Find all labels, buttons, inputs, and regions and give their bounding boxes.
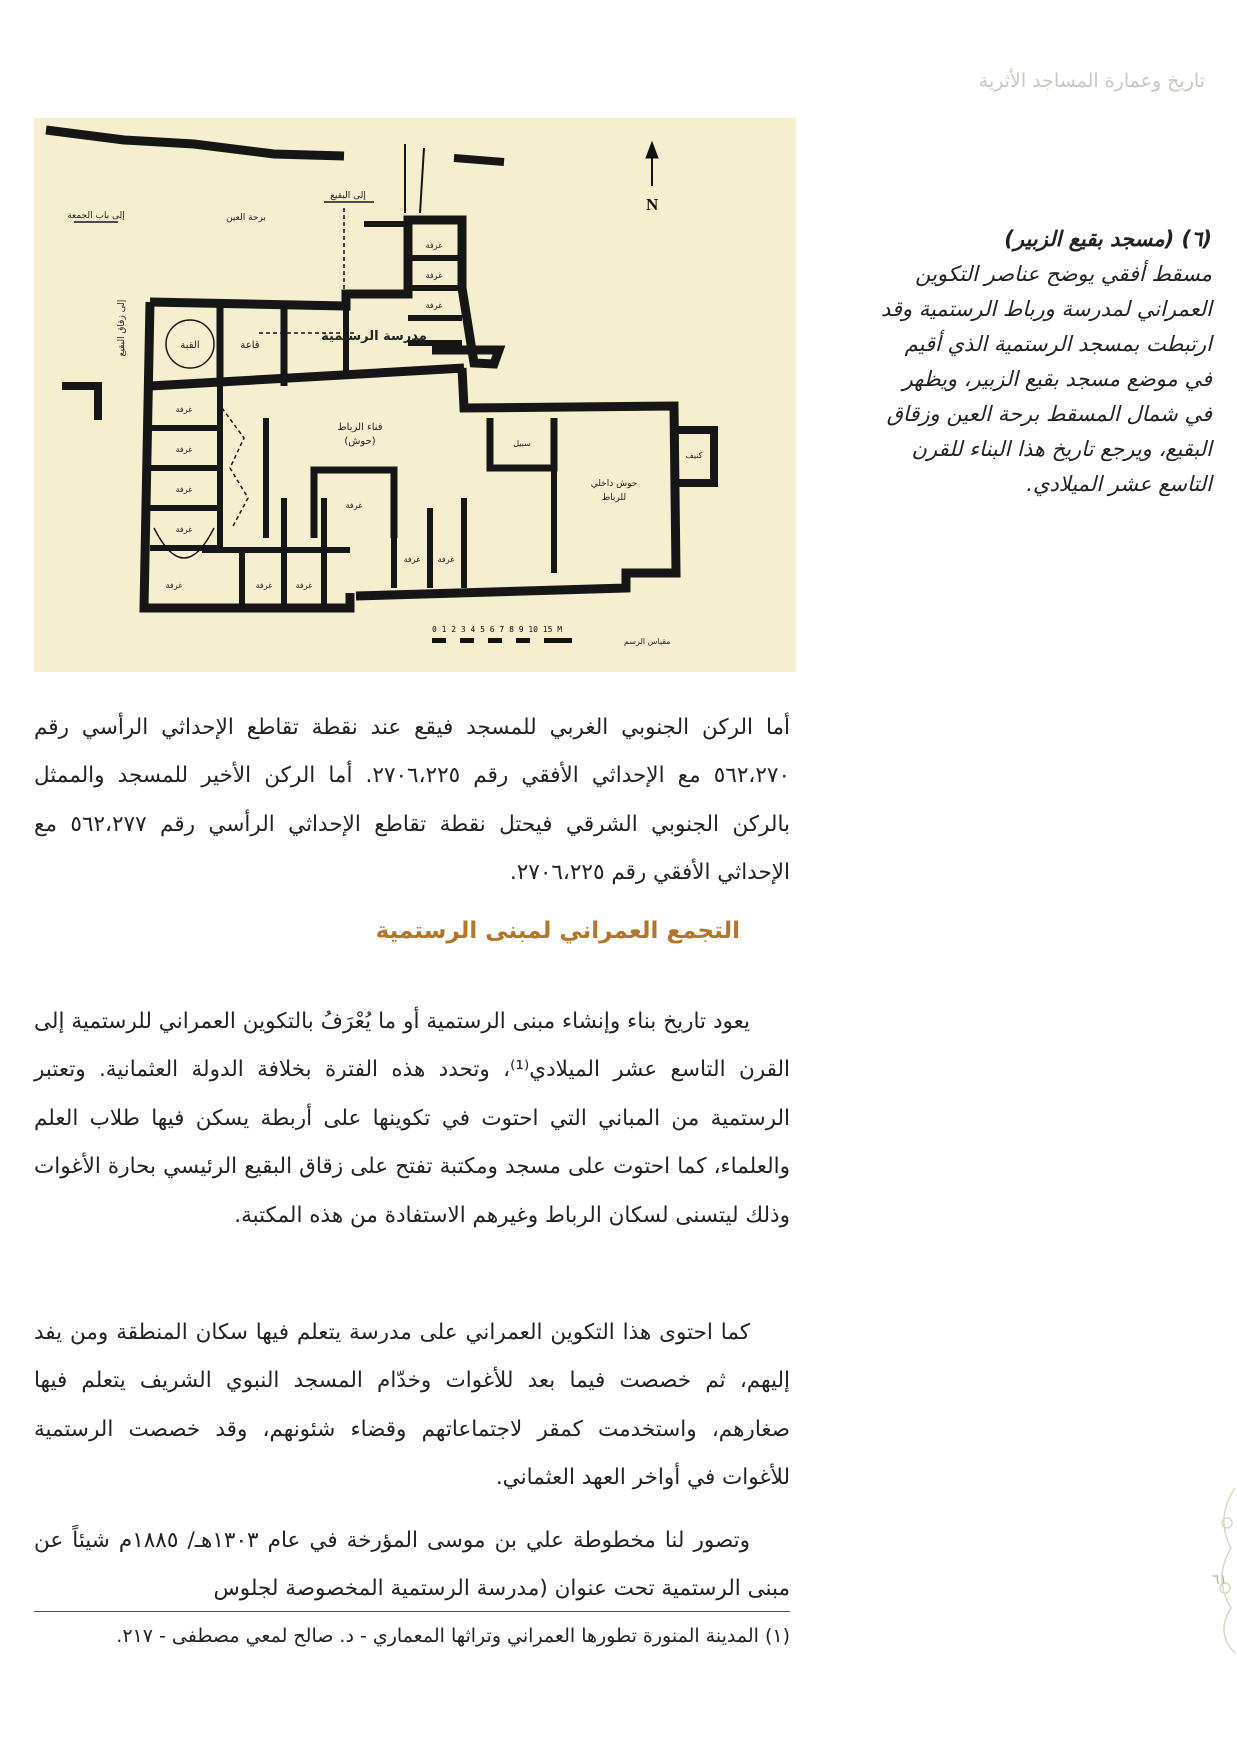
footnote: (١) المدينة المنورة تطورها العمراني وتراثها المعماري - د. صالح لمعي مصطفى - ٢١٧. — [116, 1625, 790, 1647]
label-birka: برحة العين — [226, 213, 266, 223]
label-room: غرفة — [175, 445, 193, 454]
label-madrasa: مدرسة الرستمية — [321, 329, 427, 344]
label-room: غرفة — [165, 581, 183, 590]
caption-line: ارتبطت بمسجد الرستمية الذي أقيم — [904, 332, 1212, 356]
label-room: غرفة — [345, 501, 363, 510]
caption-line: في موضع مسجد بقيع الزبير، ويظهر — [902, 367, 1212, 391]
floor-plan-drawing — [34, 118, 796, 672]
label-baqi: إلى البقيع — [330, 191, 366, 201]
body-paragraph: يعود تاريخ بناء وإنشاء مبنى الرستمية أو ما يُعْرَفُ بالتكوين العمراني للرستمية إلى القرن التاسع عشر الميلادي⁽¹⁾، وتحدد هذه الفترة بخلافة الدولة العثمانية. وتعتبر الرستمية من المباني التي احتوت في تكوينها على أربطة يسكن فيها طلاب العلم والعلماء، كما احتوت على مسجد ومكتبة تفتح على زقاق البقيع الرئيسي بحارة الأغوات وذلك ليتسنى لسكان الرباط وغيرهم الاستفادة من هذه المكتبة. — [34, 1008, 790, 1228]
label-for-ribat: للرباط — [601, 493, 627, 503]
label-zuqaq: إلى زقاق البقيع — [117, 299, 127, 357]
footnote-divider — [34, 1611, 790, 1612]
label-room: غرفة — [175, 525, 193, 534]
label-room: غرفة — [425, 301, 443, 310]
label-hosh-dakhili: حوش داخلي — [590, 479, 638, 489]
label-kanif: كنيف — [685, 451, 703, 460]
street-wall-east — [454, 158, 504, 162]
body-paragraph: كما احتوى هذا التكوين العمراني على مدرسة يتعلم فيها سكان المنطقة ومن يفد إليهم، ثم خصصت فيما بعد للأغوات وخدّام المسجد النبوي الشريف يتعلم فيها صغارهم، واستخدمت كمقر لاجتماعاتهم وقضاء شئونهم، وقد خصصت الرستمية للأغوات في أواخر العهد العثماني. — [34, 1319, 790, 1490]
label-sabeel: سبيل — [513, 439, 531, 448]
label-hosh: (حوش) — [344, 436, 376, 447]
label-qaa: قاعة — [240, 340, 260, 351]
label-room: غرفة — [437, 555, 455, 564]
figure-caption — [820, 222, 1212, 502]
scale-numbers: 0 1 2 3 4 5 6 7 8 9 10 15 M — [432, 625, 563, 634]
scale-bar — [432, 638, 572, 643]
caption-line: التاسع عشر الميلادي. — [1026, 472, 1212, 496]
running-header: تاريخ وعمارة المساجد الأثرية — [978, 70, 1205, 92]
label-room: غرفة — [175, 405, 193, 414]
label-qubba: القبة — [180, 340, 200, 351]
caption-title: (٦) (مسجد بقيع الزبير) — [1004, 227, 1212, 251]
body-paragraph: وتصور لنا مخطوطة علي بن موسى المؤرخة في عام ١٣٠٣هـ/ ١٨٨٥م شيئاً عن مبنى الرستمية تحت عنوان (مدرسة الرستمية المخصوصة لجلوس — [34, 1527, 790, 1601]
label-room: غرفة — [425, 271, 443, 280]
north-arrow-icon — [646, 142, 658, 186]
label-room: غرفة — [425, 241, 443, 250]
caption-line: العمراني لمدرسة ورباط الرستمية وقد — [880, 297, 1212, 321]
wall-fragment — [62, 386, 98, 420]
ornament-icon — [1205, 1478, 1237, 1658]
label-fina-ribat: فناء الرباط — [337, 422, 383, 433]
label-street-bab: إلى باب الجمعة — [67, 211, 125, 221]
label-room: غرفة — [255, 581, 273, 590]
caption-line: البقيع، ويرجع تاريخ هذا البناء للقرن — [911, 437, 1212, 461]
street-wall — [46, 130, 344, 156]
page-number: ٦١ — [1212, 1572, 1228, 1588]
caption-line: مسقط أفقي يوضح عناصر التكوين — [915, 262, 1212, 286]
label-room: غرفة — [175, 485, 193, 494]
scale-label: مقياس الرسم — [624, 637, 671, 646]
label-room: غرفة — [295, 581, 313, 590]
north-label: N — [646, 195, 659, 214]
body-paragraph: أما الركن الجنوبي الغربي للمسجد فيقع عند نقطة تقاطع الإحداثي الرأسي رقم ٥٦٢،٢٧٠ مع الإحداثي الأفقي رقم ٢٧٠٦،٢٢٥. أما الركن الأخير للمسجد والممثل بالركن الجنوبي الشرقي فيحتل نقطة تقاطع الإحداثي الرأسي رقم ٥٦٢،٢٧٧ مع الإحداثي الأفقي رقم ٢٧٠٦،٢٢٥. — [34, 714, 790, 885]
section-heading: التجمع العمراني لمبنى الرستمية — [375, 918, 740, 944]
floor-plan-figure — [34, 118, 796, 672]
caption-line: في شمال المسقط برحة العين وزقاق — [886, 402, 1212, 426]
label-room: غرفة — [403, 555, 421, 564]
